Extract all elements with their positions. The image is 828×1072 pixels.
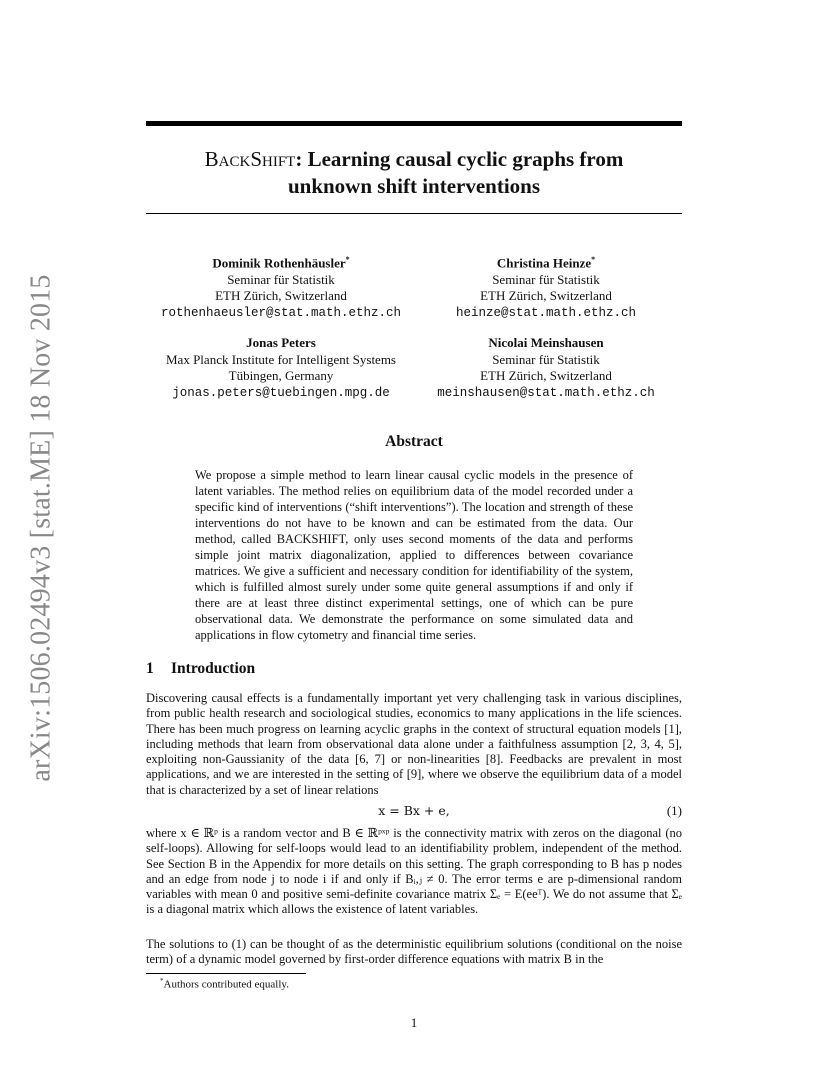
footnote xyxy=(160,977,289,991)
equation-number: (1) xyxy=(666,803,682,818)
intro-paragraph-3: The solutions to (1) can be thought of as the deterministic equilibrium solutions (conditional on the noise term) of a dynamic model governed by first-order difference equations with matrix B in the xyxy=(146,937,682,967)
section-number: 1 xyxy=(146,660,154,677)
author-2 xyxy=(396,252,696,321)
author-location: Tübingen, Germany xyxy=(228,368,334,383)
author-location: ETH Zürich, Switzerland xyxy=(480,368,612,383)
author-affiliation: Seminar für Statistik xyxy=(227,271,335,287)
section-heading xyxy=(146,660,255,678)
author-email: meinshausen@stat.math.ethz.ch xyxy=(437,385,655,400)
section-title: Introduction xyxy=(171,660,256,677)
author-3 xyxy=(131,335,431,401)
title-line1: : Learning causal cyclic graphs from xyxy=(295,147,624,171)
title-line2: unknown shift interventions xyxy=(287,174,541,198)
title-bottom-rule xyxy=(146,213,682,214)
author-name: Nicolai Meinshausen xyxy=(488,335,604,350)
author-email: jonas.peters@tuebingen.mpg.de xyxy=(172,385,390,400)
title-top-rule xyxy=(146,121,682,126)
abstract-text: We propose a simple method to learn linear causal cyclic models in the presence of latent variables. The method relies on equilibrium data of the model recorded under a specific kind of interventions (“shift interventions”). The location and strength of these interventions do not have to be known and can be estimated from the data. Our method, called BACKSHIFT, only uses second moments of the data and performs simple joint matrix diagonalization, applied to differences between covariance matrices. We give a sufficient and necessary condition for identifiability of the system, which is fulfilled almost surely under some quite general assumptions if and only if there are at least three distinct experimental settings, one of which can be pure observational data. We demonstrate the performance on some simulated data and applications in flow cytometry and financial time series. xyxy=(195,468,633,642)
page-number: 1 xyxy=(410,1015,418,1030)
equation-body: x = Bx + e, xyxy=(378,803,450,818)
author-affiliation: Seminar für Statistik xyxy=(492,271,600,287)
author-location: ETH Zürich, Switzerland xyxy=(215,288,347,304)
author-affiliation: Max Planck Institute for Intelligent Systems xyxy=(166,351,396,367)
intro-paragraph-1: Discovering causal effects is a fundamentally important yet very challenging task in various disciplines, from public health research and sociological studies, economics to many applications in the life sciences. There has been much progress on learning acyclic graphs in the context of structural equation models [1], including methods that learn from observational data alone under a faithfulness assumption [2, 3, 4, 5], exploiting non-Gaussianity of the data [6, 7] or non-linearities [8]. Feedbacks are prevalent in most applications, and we are interested in the setting of [9], where we observe the equilibrium data of a model that is characterized by a set of linear relations xyxy=(146,691,682,797)
paper-title xyxy=(146,146,682,200)
footnote-text: Authors contributed equally. xyxy=(163,978,289,991)
footnote-mark: * xyxy=(160,977,164,985)
author-location: ETH Zürich, Switzerland xyxy=(480,288,612,304)
author-name: Dominik Rothenhäusler* xyxy=(212,255,350,271)
intro-paragraph-2: where x ∈ ℝᵖ is a random vector and B ∈ ℝᵖˣᵖ is the connectivity matrix with zeros on the diagonal (no self-loops). Allowing for self-loops would lead to an identifiability problem, independent of the method. See Section B in the Appendix for more details on this setting. The graph corresponding to B has p nodes and an edge from node j to node i if and only if Bᵢ,ⱼ ≠ 0. The error terms e are p-dimensional random variables with mean 0 and positive semi-definite covariance matrix Σₑ = E(eeᵀ). We do not assume that Σₑ is a diagonal matrix which allows the existence of latent variables. xyxy=(146,826,682,917)
arxiv-identifier xyxy=(20,274,64,782)
arxiv-identifier-text: arXiv:1506.02494v3 [stat.ME] 18 Nov 2015 xyxy=(26,274,58,782)
author-email: rothenhaeusler@stat.math.ethz.ch xyxy=(160,305,402,320)
author-name: Christina Heinze* xyxy=(496,255,596,271)
title-method-name: BackShift xyxy=(204,147,296,171)
author-4 xyxy=(396,335,696,401)
abstract-heading: Abstract xyxy=(385,433,443,450)
author-affiliation: Seminar für Statistik xyxy=(492,351,600,367)
author-email: heinze@stat.math.ethz.ch xyxy=(455,305,637,320)
author-name: Jonas Peters xyxy=(246,335,316,350)
footnote-rule xyxy=(146,973,306,974)
author-1 xyxy=(131,252,431,321)
